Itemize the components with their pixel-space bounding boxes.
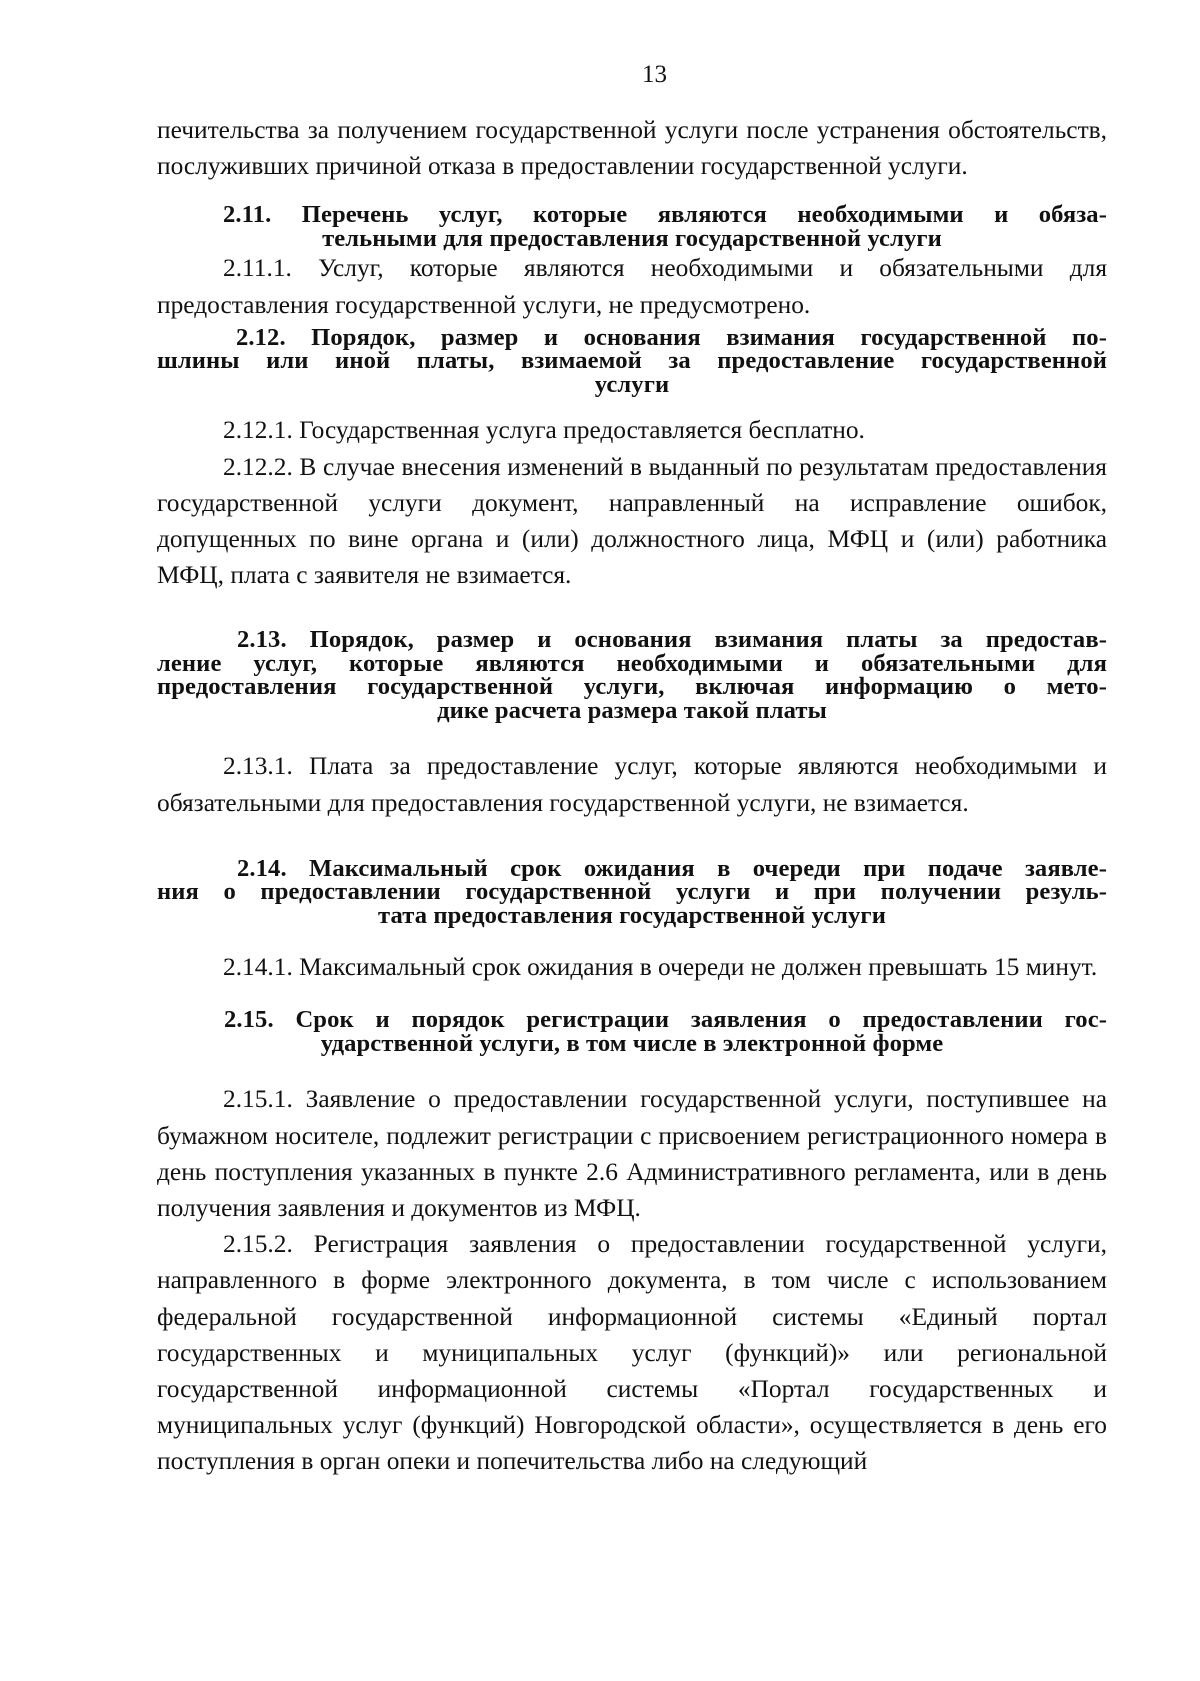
heading-line: тельными для предоставления государственной услуги [322, 224, 942, 252]
heading-line: 2.15. Срок и порядок регистрации заявления о предоставлении гос- [224, 1006, 1107, 1034]
heading-line: услуги [594, 370, 670, 398]
heading-line: предоставления государственной услуги, включая информацию о мето- [157, 673, 1107, 701]
page-number: 13 [642, 61, 667, 88]
heading-line: 2.13. Порядок, размер и основания взимания платы за предостав- [237, 626, 1107, 654]
paragraph-2-12-1: 2.12.1. Государственная услуга предоставляется бесплатно. [223, 416, 865, 445]
paragraph-2-15-2: 2.15.2. Регистрация заявления о предоставлении государственной услуги, направленного в форме электронного документа, в том числе с использованием федеральной государственной информационной системы «Единый портал государственных и муниципальных услуг (функций)» или региональной государственной информационной системы «Портал государственных и муниципальных услуг (функций) Новгородской области», осуществляется в день его поступления в орган опеки и попечительства либо на следующий [157, 1230, 1107, 1476]
section-2-12-heading [157, 323, 1107, 398]
paragraph-2-12-2: 2.12.2. В случае внесения изменений в выданный по результатам предоставления государственной услуги документ, направленный на исправление ошибок, допущенных по вине органа и (или) должностного лица, МФЦ и (или) работника МФЦ, плата с заявителя не взимается. [157, 452, 1107, 590]
paragraph-2-13-1: 2.13.1. Плата за предоставление услуг, которые являются необходимыми и обязательными для предоставления государственной услуги, не взимается. [157, 752, 1107, 817]
section-2-13-heading [157, 628, 1107, 722]
document-page [157, 60, 1107, 1480]
paragraph-2-11-1: 2.11.1. Услуг, которые являются необходимыми и обязательными для предоставления государственной услуги, не предусмотрено. [157, 254, 1107, 319]
heading-line: ление услуг, которые являются необходимыми и обязательными для [157, 649, 1107, 677]
section-2-11-heading [157, 203, 1107, 250]
heading-line: 2.14. Максимальный срок ожидания в очереди при подаче заявле- [237, 854, 1107, 882]
section-2-15-heading [157, 1008, 1107, 1055]
heading-line: ния о предоставлении государственной услуги и при получении резуль- [157, 878, 1107, 906]
heading-line: 2.12. Порядок, размер и основания взимания государственной по- [236, 323, 1107, 351]
heading-line: 2.11. Перечень услуг, которые являются необходимыми и обяза- [223, 201, 1107, 229]
intro-paragraph: печительства за получением государственной услуги после устранения обстоятельств, послуживших причиной отказа в предоставлении государственной услуги. [157, 116, 1107, 181]
heading-line: тата предоставления государственной услуги [378, 901, 886, 929]
paragraph-2-14-1: 2.14.1. Максимальный срок ожидания в очереди не должен превышать 15 минут. [223, 953, 1098, 982]
heading-line: шлины или иной платы, взимаемой за предоставление государственной [157, 347, 1107, 375]
paragraph-2-15-1: 2.15.1. Заявление о предоставлении государственной услуги, поступившее на бумажном носителе, подлежит регистрации с присвоением регистрационного номера в день поступления указанных в пункте 2.6 Административного регламента, или в день получения заявления и документов из МФЦ. [157, 1085, 1107, 1223]
heading-line: дике расчета размера такой платы [437, 696, 827, 724]
section-2-14-heading [157, 854, 1107, 929]
heading-line: ударственной услуги, в том числе в электронной форме [320, 1029, 944, 1057]
